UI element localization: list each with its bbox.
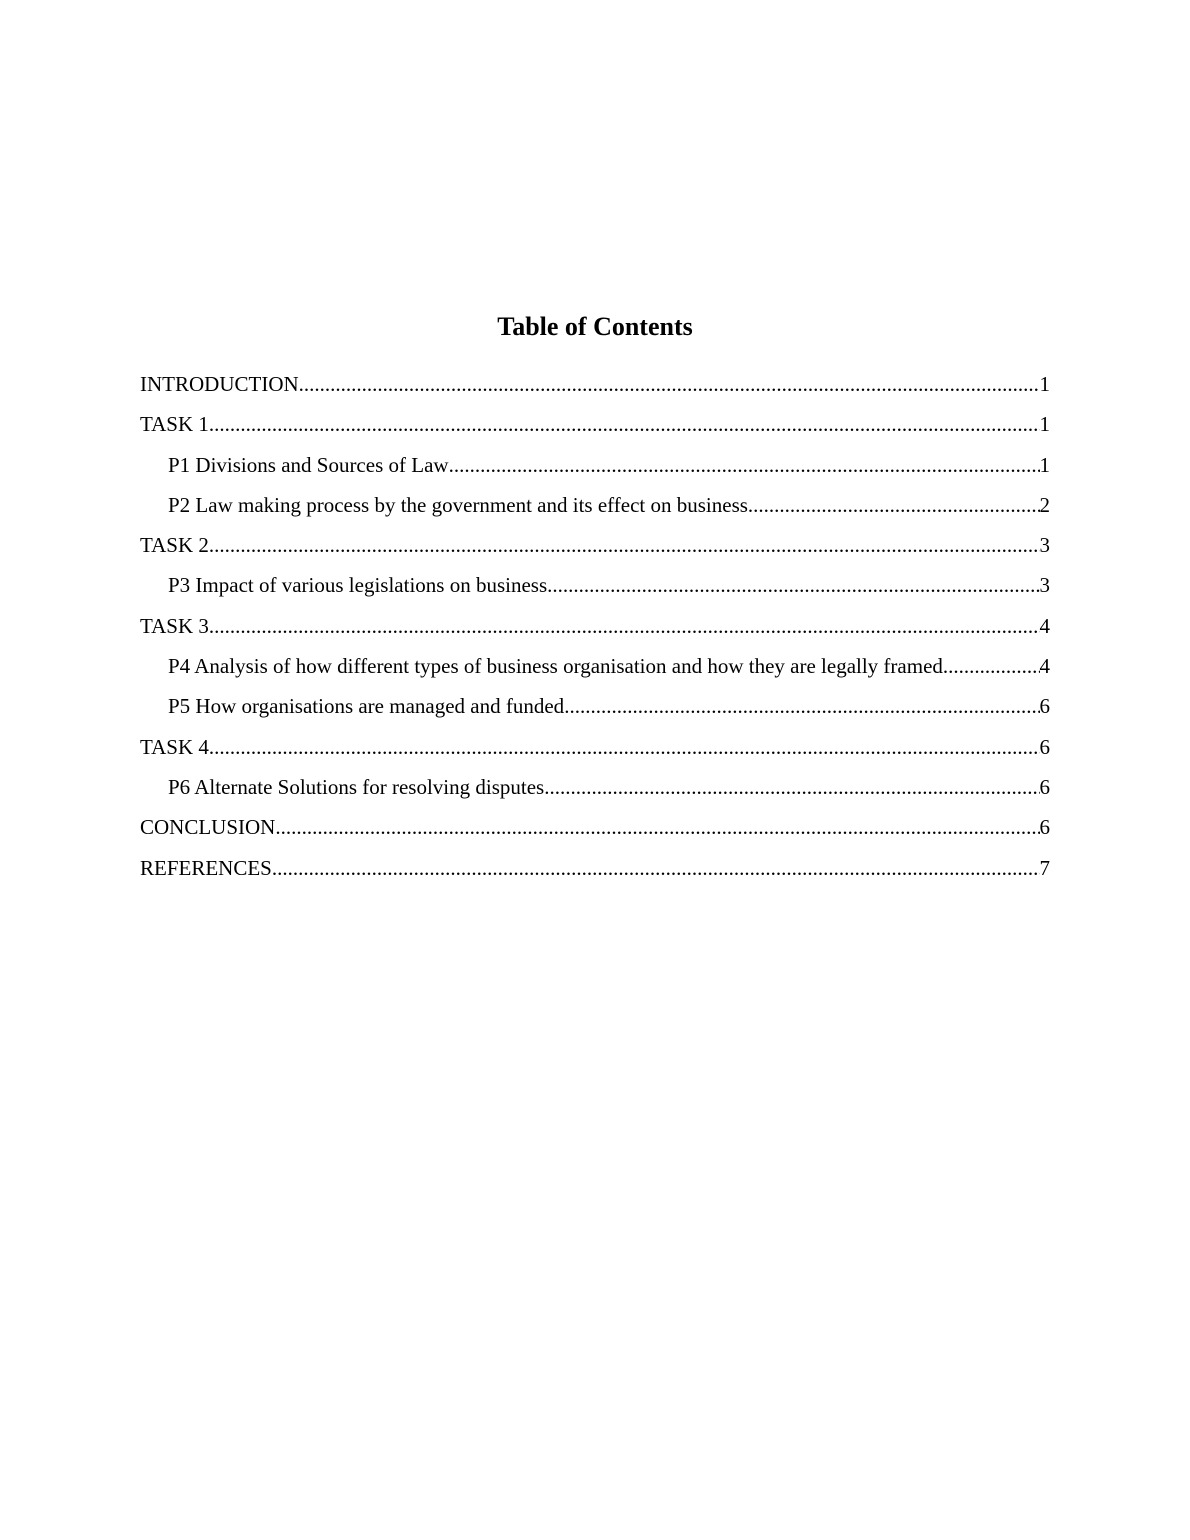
toc-list	[140, 367, 1050, 891]
toc-entry-label: CONCLUSION	[140, 815, 276, 840]
toc-page-number: 4	[1039, 613, 1050, 638]
toc-dot-leader	[544, 770, 1039, 804]
toc-entry-p6[interactable]	[140, 770, 1050, 810]
toc-entry-task-1[interactable]	[140, 407, 1050, 447]
toc-entry-label: TASK 1	[140, 412, 209, 437]
toc-entry-label: P3 Impact of various legislations on business	[168, 573, 548, 598]
toc-entry-label: REFERENCES	[140, 855, 272, 880]
toc-entry-references[interactable]	[140, 851, 1050, 891]
toc-page-number: 7	[1039, 855, 1050, 880]
toc-entry-task-2[interactable]	[140, 528, 1050, 568]
toc-entry-label: P4 Analysis of how different types of business organisation and how they are legally framed	[168, 654, 943, 679]
toc-entry-conclusion[interactable]	[140, 810, 1050, 850]
toc-page-number: 1	[1039, 452, 1050, 477]
toc-entry-label: P2 Law making process by the government and its effect on business	[168, 492, 748, 517]
toc-page-number: 6	[1039, 815, 1050, 840]
toc-page-number: 1	[1039, 372, 1050, 396]
toc-dot-leader	[209, 407, 1040, 441]
toc-page-number: 6	[1039, 734, 1050, 759]
toc-entry-task-3[interactable]	[140, 609, 1050, 649]
toc-entry-task-4[interactable]	[140, 730, 1050, 770]
toc-entry-label: P6 Alternate Solutions for resolving disputes	[168, 774, 545, 799]
toc-dot-leader	[209, 528, 1040, 562]
toc-entry-p4[interactable]	[140, 649, 1050, 689]
toc-title: Table of Contents	[497, 312, 693, 341]
toc-dot-leader	[449, 448, 1040, 482]
toc-dot-leader	[748, 488, 1040, 522]
toc-entry-label: TASK 2	[140, 533, 209, 558]
toc-entry-label: TASK 4	[140, 734, 209, 759]
toc-page-number: 3	[1039, 533, 1050, 558]
toc-entry-label: P1 Divisions and Sources of Law	[168, 452, 449, 477]
toc-dot-leader	[547, 568, 1039, 602]
toc-dot-leader	[209, 730, 1040, 764]
toc-dot-leader	[943, 649, 1040, 683]
toc-dot-leader	[272, 851, 1040, 885]
toc-page-number: 4	[1039, 654, 1050, 679]
toc-entry-introduction[interactable]	[140, 367, 1050, 407]
toc-dot-leader	[209, 609, 1040, 643]
toc-page-number: 3	[1039, 573, 1050, 598]
toc-entry-label: INTRODUCTION	[140, 372, 299, 396]
toc-entry-p1[interactable]	[140, 448, 1050, 488]
toc-entry-p3[interactable]	[140, 568, 1050, 608]
toc-page-number: 2	[1039, 492, 1050, 517]
toc-entry-p2[interactable]	[140, 488, 1050, 528]
toc-dot-leader	[299, 367, 1040, 401]
toc-entry-label: P5 How organisations are managed and funded	[168, 694, 565, 719]
toc-entry-label: TASK 3	[140, 613, 209, 638]
toc-page-number: 1	[1039, 412, 1050, 437]
toc-page-number: 6	[1039, 694, 1050, 719]
toc-dot-leader	[275, 810, 1039, 844]
toc-page-number: 6	[1039, 774, 1050, 799]
toc-entry-p5[interactable]	[140, 689, 1050, 729]
toc-dot-leader	[564, 689, 1039, 723]
